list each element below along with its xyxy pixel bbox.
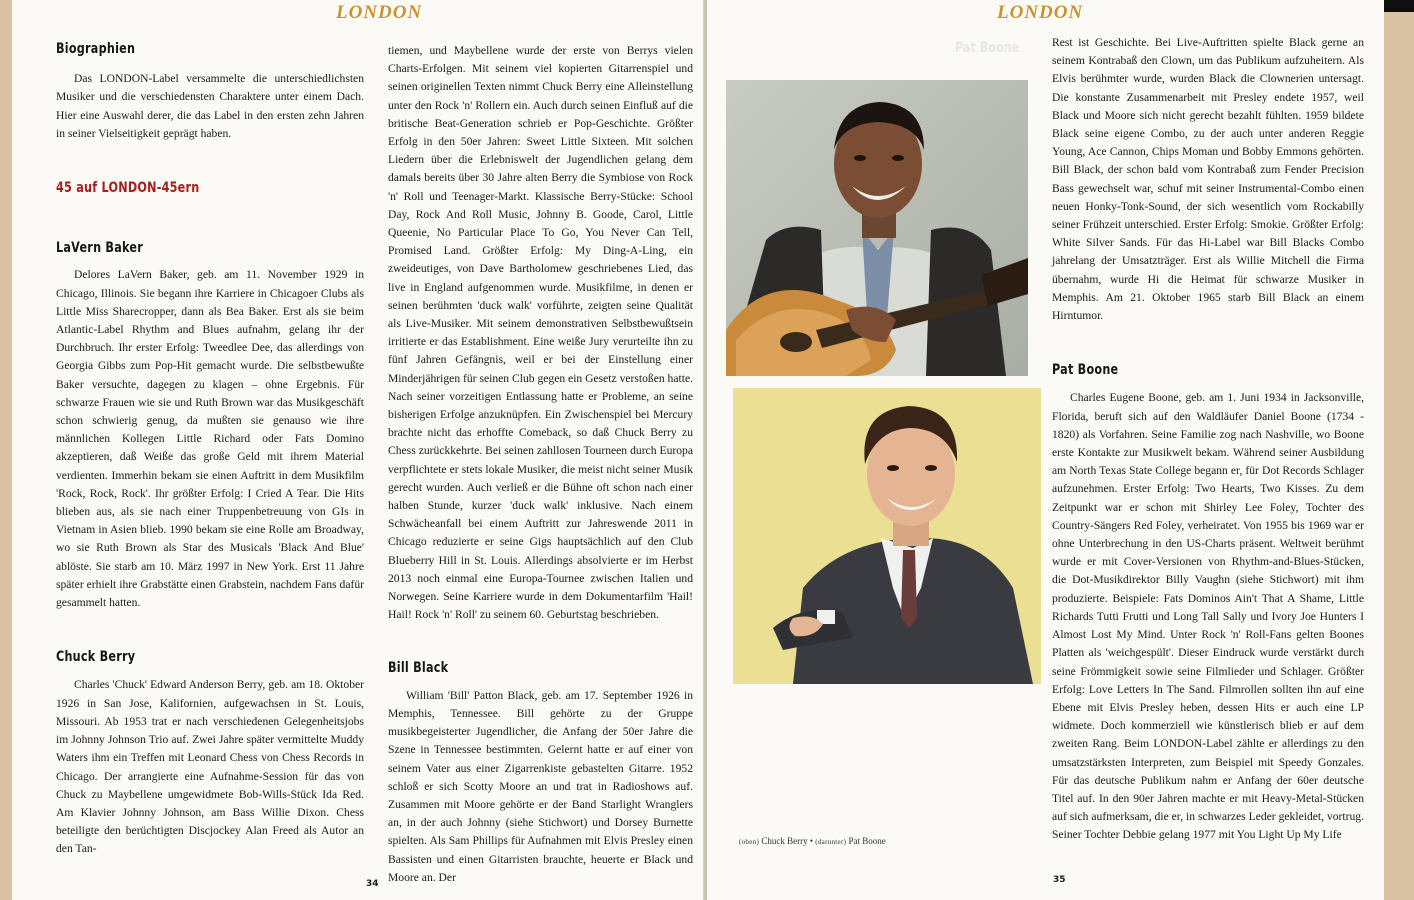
scan-background (1384, 12, 1414, 900)
show-through-text: Pat Boone (955, 40, 1020, 56)
caption-bottom-name: Pat Boone (848, 836, 886, 846)
caption-top-name: Chuck Berry (761, 836, 808, 846)
berry-text: Charles 'Chuck' Edward Anderson Berry, geb. am 18. Oktober 1926 in San Jose, Kalifornien, aufgewachsen in St. Louis, Missouri. Ab 1953 trat er nach verschiedenen Gelegenheitsjobs im Johnny Johnson Trio auf. Zwei Jahre später vermittelte Muddy Waters ihm ein Treffen mit Leonard Chess von Chess Records in Chicago. Der arrangierte eine Aufnahme-Session für das von Chuck zu Maybellene umgewidmete Bob-Wills-Stück Ida Red. Am Klavier Johnny Johnson, am Bass Willie Dixon. Chess beteiligte den berüchtigten Discjockey Alan Freed als Autor an den Tan- (56, 678, 364, 856)
chuck-berry-photo (726, 80, 1028, 376)
bio-intro-text: Das LONDON-Label versammelte die unterschiedlichsten Musiker und die verschiedensten Charaktere unter einem Dach. Hier eine Auswahl derer, die das Label in den ersten zehn Jahren in seiner Vielseitigkeit geprägt haben. (56, 72, 364, 140)
right-column-1 (1052, 34, 1364, 845)
black-text: William 'Bill' Patton Black, geb. am 17. September 1926 in Memphis, Tennessee. Bill gehörte zu der Gruppe musikbegeisterter Jugendlicher, die Anfang der 50er Jahre die Szene in Tennessee bestimmten. Gelernt hatte er auf einer von seinem Vater aus einer Zigarrenkiste gebastelten Gitarre. 1952 schloß er sich Scotty Moore an und trat in Radioshows auf. Zusammen mit Moore gehörte er der Band Starlight Wranglers an, in der auch Johnny (siehe Stichwort) und Dorsey Burnette spielten. Als Sam Phillips für Aufnahmen mit Elvis Presley einen Bassisten und einen Gitarristen brauchte, heuerte er Black und Moore an. Der (388, 688, 693, 884)
boone-heading: Pat Boone (1052, 362, 1119, 379)
running-head-left: LONDON (336, 2, 423, 23)
caption-separator: • (809, 836, 813, 846)
black-text-continued: Rest ist Geschichte. Bei Live-Auftritten spielte Black gerne an seinem Kontrabaß den Clown, um das Publikum aufzuheitern. Als Elvis berühmter wurde, wurden Black die Clownerien untersagt. Die konstante Zusammenarbeit mit Presley endete 1957, weil Black und Moore sich nicht gerecht bezahlt fühlten. 1959 bildete Black seine eigene Combo, zu der auch unter anderen Reggie Young, Ace Cannon, Chips Moman und Bobby Emmons gehörten. Bill Black, der schon bald vom Kontrabaß zum Fender Precision Bass gewechselt war, schuf mit seiner Instrumental-Combo einen neuen Honky-Tonk-Sound, der sich wesentlich vom Rockabilly seiner Frühzeit unterschied. Erster Erfolg: Smokie. Größter Erfolg: White Silver Sands. Für das Hi-Label war Bill Blacks Combo jahrelang der Umsatzträger. Erst als Willie Mitchell die Firma übernahm, wurde Hi die Heimat für schwarze Musiker in Memphis. Am 21. Oktober 1965 starb Bill Black an einem Hirntumor. (1052, 36, 1364, 323)
right-page (707, 0, 1384, 900)
chuck-berry-illustration (726, 80, 1028, 376)
left-column-2 (388, 42, 693, 887)
baker-heading: LaVern Baker (56, 240, 143, 257)
left-page (0, 0, 703, 900)
page-number-left: 34 (366, 879, 379, 889)
berry-text-continued: tiemen, und Maybellene wurde der erste von Berrys vielen Charts-Erfolgen. Mit seinem viel kopierten Gitarrenspiel und seinen originellen Texten nimmt Chuck Berry eine Alleinstellung unter den Rock 'n' Rollern ein. Auch durch seinen Einfluß auf die britische Beat-Generation schrieb er Pop-Geschichte. Größter Erfolg in den 50er Jahren: Sweet Little Sixteen. Mit solchen Liedern über die Erlebniswelt der Jugendlichen gelang dem damals bereits über 30 Jahre alten Berry die Symbiose von Rock 'n' Roll und Teenager-Markt. Klassische Berry-Stücke: School Day, Rock And Roll Music, Johnny B. Goode, Carol, Little Queenie, No Particular Place To Go, You Never Can Tell, Promised Land. Größter Erfolg: My Ding-A-Ling, ein zweideutiges, von Dave Bartholomew geschriebenes Lied, das live in England aufgenommen wurde. Musikfilme, in denen er seinen berühmten 'duck walk' vorführte, zeigten seine Qualität als Live-Musiker. Mit seinem demonstrativen Selbstbewußtsein irritierte er das Establishment. Eine weiße Jury verurteilte ihn zu fünf Jahren Gefängnis, weil er bei der Einstellung einer Minderjährigen für seinen Club gegen ein Gesetz verstoßen hatte. Nach seiner vorzeitigen Entlassung hatte er Probleme, an seine bisherigen Erfolge anzuknüpfen. Ein Zwischenspiel bei Mercury brachte nicht das erhoffte Comeback, so daß Chuck Berry zu Chess zurückkehrte. Bei seinen zahllosen Tourneen durch Europa verpflichtete er stets lokale Musiker, die meist nicht seiner Musik gerecht wurden. Auch verließ er die Bühne oft schon nach einer halben Stunde, kurzer 'duck walk' inklusive. Nach einem Schwächeanfall bei einem Auftritt zur Jahreswende 2011 in Chicago reduzierte er seine Gigs hauptsächlich auf den Club Blueberry Hill in St. Louis. Allerdings absolvierte er im Herbst 2013 noch einmal eine Europa-Tournee zwischen Italien und Norwegen. Seine Karriere wurde in dem Dokumentarfilm 'Hail! Hail! Rock 'n' Roll' zu seinem 60. Geburtstag beschrieben. (388, 44, 693, 622)
berry-heading: Chuck Berry (56, 649, 136, 666)
biographien-heading: Biographien (56, 41, 136, 57)
section-heading: 45 auf LONDON-45ern (56, 180, 200, 197)
page-number-right: 35 (1053, 875, 1066, 885)
baker-text: Delores LaVern Baker, geb. am 11. November 1929 in Chicago, Illinois. Sie begann ihre Karriere in Chicagoer Clubs als Little Miss Sharecropper, dann als Bea Baker. Erst als sie beim Atlantic-Label Rhythm and Blues aufnahm, gelang ihr der Durchbruch. Ihr erster Erfolg: Tweedlee Dee, das allerdings von Georgia Gibbs zum Pop-Hit gemacht wurde. Die selbstbewußte Baker versuchte, dagegen zu klagen – ohne Ergebnis. Für schwarze Frauen wie sie und Ruth Brown war das Musikgeschäft schon schwierig genug, da mußten sie genauso wie ihre männlichen Kollegen Little Richard oder Fats Domino akzeptieren, daß Weiße das große Geld mit ihrem Material verdienten. Immerhin bekam sie einen Auftritt in dem Musikfilm 'Rock, Rock, Rock'. Ihr größter Erfolg: I Cried A Tear. Die Hits blieben aus, als sie nach einer Truppenbetreuung von GIs in Vietnam in Asien blieb. 1990 bekam sie eine Rolle am Broadway, wo sie Ruth Brown als Star des Musicals 'Black And Blue' ablöste. Sie starb am 10. März 1997 in New York. Erst 11 Jahre später erhielt ihre Grabstätte einen Grabstein, nachdem Fans dafür gesammelt hatten. (56, 268, 364, 610)
caption-top-label: (oben) (739, 838, 760, 846)
black-heading: Bill Black (388, 659, 449, 676)
pat-boone-photo (733, 388, 1041, 684)
running-head-right: LONDON (997, 2, 1084, 23)
boone-text: Charles Eugene Boone, geb. am 1. Juni 1934 in Jacksonville, Florida, beruft sich auf den Waldläufer Daniel Boone (1734 - 1820) als Vorfahren. Seine Familie zog nach Nashville, wo Boone erste Kontakte zur Musikwelt bekam. Während seiner Ausbildung am North Texas State College begann er, für Dot Records Schlager aufzunehmen. Erster Erfolg: Two Hearts, Two Kisses. Zu dem Zeitpunkt war er schon mit Shirley Lee Foley, Tochter des Country-Sängers Red Foley, verheiratet. Von 1955 bis 1969 war er ohne Unterbrechung in den US-Charts präsent. Weltweit berühmt wurde er mit Cover-Versionen von Rhythm-and-Blues-Stücken, die Dot-Musikdirektor Billy Vaughn (siehe Stichwort) mit ihm produzierte. Beispiele: Fats Dominos Ain't That A Shame, Little Richards Tutti Frutti und Long Tall Sally und Ivory Joe Hunters I Almost Lost My Mind. Unter Rock 'n' Roll-Fans gelten Boones Platten als 'weichgespült'. Dieser Eindruck wurde verstärkt durch seine Frömmigkeit sowie seine Filmlieder und Schlager. Größter Erfolg: Love Letters In The Sand. Filmrollen sollten ihn auf eine Ebene mit Elvis Presley heben, dessen Hits er auch eine LP widmete. Doch kommerziell wie künstlerisch blieb er auf dem zweiten Rang. Beim LONDON-Label zählte er allerdings zu den umsatzstärksten Interpreten, zum Beispiel mit Speedy Gonzales. Für das deutsche Publikum nahm er Anfang der 60er deutsche Titel auf. In den 90er Jahren machte er mit Heavy-Metal-Stücken auf sich aufmerksam, die er, in schwarzes Leder gekleidet, vortrug. Seiner Tochter Debbie gelang 1977 mit You Light Up My Life (1052, 391, 1364, 842)
caption-bottom-label: (darunter) (815, 838, 847, 846)
pat-boone-illustration (733, 388, 1041, 684)
left-column-1 (56, 40, 364, 859)
photo-caption (739, 836, 886, 846)
